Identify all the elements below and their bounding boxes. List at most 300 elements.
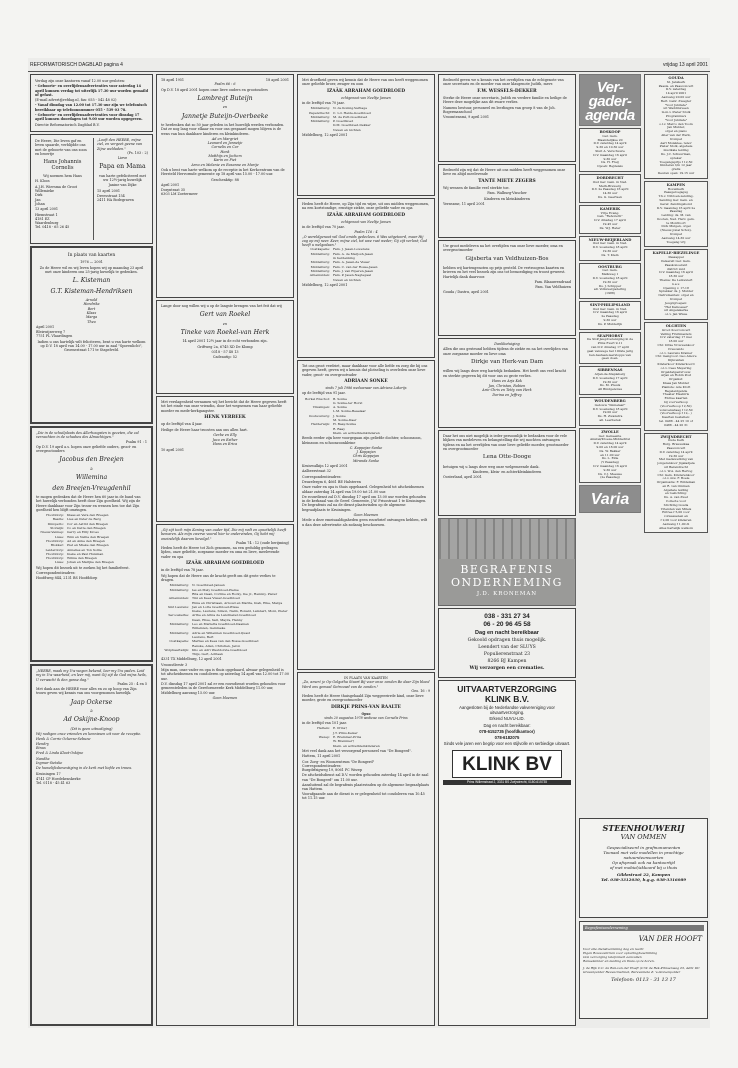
- closing-notice: [30, 74, 153, 132]
- anniversary-lieve: Lieve: [117, 156, 128, 161]
- notice-text: Aansluitend zal de begrafenis plaatsvinden op de algemene begraafplaats van Hattem.: [302, 783, 430, 792]
- agenda-line: Paasis- en Paasconcert: [658, 83, 694, 88]
- family-place: Middelburg:: [310, 106, 330, 111]
- family-place: Hattem:: [317, 726, 330, 731]
- agenda-town: GOUDA: [668, 76, 684, 80]
- notice-head: IN PLAATS VAN KAARTEN: [344, 676, 388, 680]
- connector: en: [222, 105, 228, 110]
- notice-text: Sterke de Heere onze secretaris, Judith en verdere familie en heilige de Heere deze mogelijke aan dit zware verlies.: [443, 96, 567, 105]
- agenda-line: 0488 - 44 20 31: [664, 422, 688, 427]
- notice-psalm: Psalm 91 : 1: [125, 439, 147, 444]
- agenda-entry: [644, 181, 708, 248]
- agenda-line: Sluit A. Verschuure: [595, 148, 625, 153]
- column-4: [438, 74, 576, 1026]
- agenda-line: m.m.v. Pieter Stolk: [661, 110, 691, 115]
- agenda-line: Aanvang f 1,00 di: [662, 521, 690, 526]
- notice-intro: Lange door nog willen wij u op de langste brengen van het feit dat wij: [161, 304, 282, 308]
- family-names: Klein- en achterkleinkinderen: [333, 430, 380, 435]
- agenda-line: o.l.v. Marco den Toom: [659, 121, 693, 126]
- connector: en: [222, 321, 228, 326]
- family-names: Marlies en Kees van den Bosse-Goedbloed: [192, 639, 259, 644]
- page-date: vrijdag 13 april 2001: [662, 62, 708, 68]
- prins-van-raalte-obituary: [297, 672, 435, 1026]
- deceased-spouse: sinds 7 juli 1986 weduwnaar van Adriana Lokerijs: [325, 386, 407, 391]
- notice-text: Voorafgaande aan de dienst is er gelegenheid tot condoleren van 10.45 tot 11.15 uur.: [302, 791, 425, 800]
- family-names: Thijs, Gert, Adriaan: [192, 652, 223, 657]
- family-place: Middelburg:: [169, 583, 189, 588]
- notice-from: Dorina en Jeffrey: [492, 392, 522, 397]
- birth-nickname: Wij noemen hem Hans: [43, 174, 82, 179]
- birth-name: Hans Johannis Cornelis: [43, 159, 82, 172]
- ad-phone: 078-6182075: [494, 735, 520, 741]
- deceased-name: F.W. WESSELS-DEKKER: [477, 88, 537, 94]
- deceased-age: in de leeftijd van 78 jaar.: [161, 568, 204, 573]
- agenda-line: 9.00 en 18.00 uur: [596, 445, 624, 449]
- agenda-line: Aart Moleklee, tenor: [660, 140, 692, 145]
- relative-name: J. Koppejan: [356, 450, 376, 455]
- ad-phone: 078-6152735 (hoofdkantoor): [479, 728, 535, 734]
- notice-from: Fam. Walburg-Visscher: [487, 191, 527, 196]
- notice-text: Mede u deze emeisaaldigaheden geen rouwbrief ontvangen hebben, wilt u dan deze advertentie als zodanig beschouwen.: [302, 518, 428, 527]
- child-name: Matthijs en Jochem: [208, 154, 242, 159]
- family-place: [302, 744, 330, 748]
- relative-name: Chris Koppejan: [352, 454, 380, 459]
- agenda-line: (Y Paasdag): [601, 460, 619, 465]
- agenda-line: en toelichting:: [664, 491, 687, 496]
- agenda-line: Ds. G. Geertsen: [598, 194, 622, 199]
- anniversary-psalm: (Ps. 103 : 2): [127, 150, 148, 155]
- deceased-age: in de leeftijd van 101 jaar.: [302, 721, 347, 726]
- agenda-line: Begeleidgende: [664, 388, 688, 393]
- notice-from: Hans en Arja Kok: [491, 378, 522, 383]
- agenda-line: o.l.v. Laurens Kramer: [659, 350, 693, 355]
- notice-address: 7751 PL Vlaardingen: [36, 334, 73, 339]
- agenda-line: Met medewerking van: [658, 457, 694, 462]
- notice-address: Dorpstraat 35: [161, 188, 186, 193]
- family-place: Oostsouburg:: [308, 413, 330, 418]
- sibling: Nandha: [36, 756, 50, 761]
- notice-text: De huwelijksbevestiging in de kerk met liefde en trouw.: [36, 766, 132, 771]
- notice-text: te herdenken dat zo 50 jaar geleden in het huwelijk werden verbonden. Dat ze nog lang voor elkaar en voor ons gespaard mogen blijven is de wens van hun dankbare kinderen en kleinkinderen.: [161, 123, 285, 136]
- agenda-line: te Montfoort: [666, 220, 686, 225]
- notice-text: De rouwdienst zal D.V. dinsdag 17 april om 13.00 uur worden gehouden in de kerkzaal van de Geref. Gemeente, J.W. Frisostraat 1 te Kruiningen.: [302, 494, 427, 504]
- ampersand: &: [89, 709, 94, 714]
- child-name: Hendrika: [83, 302, 100, 307]
- notice-date: 10 april 2001: [161, 447, 185, 452]
- agenda-line: Aller van der Werk,: [661, 132, 691, 137]
- notice-text: willen wij langs deze weg hartelijk bedanken. Het heeft ons veel kracht en sterkte gegeven bij dit voor ons zo grote verlies.: [443, 369, 567, 378]
- agenda-line: De SGP-Jeugdvereniging in de: [586, 337, 633, 342]
- wedding-announcement: [30, 664, 153, 1026]
- agenda-line: Geref. Zendingsbond: [660, 201, 692, 206]
- family-names: Fam. A. de Marjosh-Jasen: [333, 251, 374, 256]
- agenda-line: 9.30 uur: [603, 467, 617, 472]
- agenda-line: f 2,00 voor kinderen: [660, 518, 692, 523]
- family-names: Tini en Kees Visser-Goedbloed: [192, 596, 240, 601]
- agenda-line: (Voorverkoop f 12,- ): [660, 411, 692, 416]
- agenda-line: Stichting Gouda: [663, 502, 689, 507]
- agenda-entry: [644, 249, 708, 320]
- gift-tip: Cadeautip: 52: [212, 355, 238, 360]
- sender-name: Gerbe en Elly: [213, 432, 237, 437]
- klink-ad: [438, 680, 576, 1026]
- agenda-line: All Bindgenotes: [597, 387, 622, 392]
- notice-date: Yerseame, 11 april 2001: [443, 201, 485, 206]
- deceased-age: in de leeftijd van 70 jaar.: [302, 225, 345, 229]
- deceased-age: op de leeftijd van 91 jaar.: [302, 391, 346, 396]
- agenda-line: Ger. Gem.: [602, 268, 618, 273]
- agenda-line: gaat vanwege het 100ste jarig: [586, 348, 634, 353]
- ad-text: Toonaal met vele modellen in prachtige natuursteensoorten: [603, 850, 684, 860]
- family-place: Wolphaartsdijk:: [164, 647, 189, 652]
- deceased-spouse: sinds 20 augustus 1978 weduwe van Cornelis Prins: [324, 716, 408, 721]
- family-place: Papendrecht:: [309, 110, 330, 115]
- agenda-line: 9.30 en 10.30 uur: [596, 145, 624, 150]
- family-place: Oostkapelle:: [310, 247, 330, 252]
- birth-intro: De Heere, Die leven gaf en leven spaarde, verblijdde ons met de geboorte van ons zoon en broertje: [35, 138, 87, 156]
- ad-availability: Dag en nacht bereikbaar: [475, 630, 539, 636]
- family-names: Ad en Anke den Breejen: [67, 538, 105, 543]
- notice-address: Griftweg 2a, 6745 XD De Klomp: [197, 344, 253, 349]
- agenda-line: Paasgeroejagsg: [664, 190, 688, 195]
- deceased-name: TANTE MIETE ZEGERS: [478, 178, 536, 184]
- family-row: [302, 278, 430, 282]
- agenda-line: Toegang vrij: [666, 239, 686, 244]
- deceased-spouse: echtgenoot van Neeltje Jansen: [341, 96, 391, 100]
- notice-corr-label: Correspondentieadres:: [302, 763, 342, 768]
- notice-line: Verdag zijn onze kantoren vanaf 12.00 uur gesloten:: [35, 79, 126, 83]
- family-names: Leo en Marietta Goedbloed-Daamen: [192, 622, 249, 627]
- notice-address: Hoofdweg 844, 2131 BS Hoofddorp: [36, 576, 98, 581]
- goedbloed-obituary-family: [156, 524, 294, 1026]
- notice-text: Bedroefd geven we u kennis van het overlijden van de echtgenote van onze secretaris en de moeder van onze klasgenote Judith, mevr.: [443, 78, 564, 87]
- agenda-banner: [579, 74, 641, 126]
- agenda-line: Crescendo: [667, 346, 685, 351]
- agenda-line: Ds. M. Preuls: [599, 383, 621, 388]
- family-place: Middelburg:: [310, 119, 330, 124]
- family-names: N. de Koning-Verhage: [333, 106, 368, 111]
- agenda-line: Ds. A. van Zwet: [664, 495, 688, 500]
- agenda-line: trompet: [669, 232, 683, 237]
- agenda-line: uit Waddinxveen: [663, 106, 689, 111]
- family-row: [302, 431, 430, 435]
- agenda-line: 18.30 uur: [668, 274, 684, 279]
- notice-text: 14 april 2001 12½ jaar in de echt verbonden zijn.: [182, 339, 268, 344]
- agenda-line: Ds. H. Freij: [601, 160, 619, 165]
- deceased-name: Gijsberta van Veldhuizen-Bos: [465, 255, 549, 262]
- varia-banner: Varia: [579, 485, 641, 513]
- notice-text: Uw groot medeleven na het overlijden van onze lieve moeder, oma en overgrootmoeder: [443, 244, 563, 253]
- family-row: [161, 652, 289, 656]
- family-names: Johan en Marijke den Breejen: [67, 560, 114, 565]
- deceased-age: in de leeftijd van 70 jaar.: [302, 101, 345, 105]
- family-names: Wim en Nellie den Breejen: [67, 534, 110, 539]
- agenda-line: Chr. Gem. Kinderenkoor: [657, 472, 695, 477]
- agenda-line: Amstel/Kroeze-Middachtsl: [589, 437, 631, 442]
- family-place: Arnemuiden:: [168, 596, 189, 601]
- gift-tip: Geschenktip: 88: [211, 177, 239, 182]
- ad-text: Voor alle dienstverlening dag en nacht: [583, 947, 644, 951]
- ad-text: Eigen Rouwcentrum voor opbaring/beschilklng: [583, 951, 658, 955]
- notice-text: Met droefheid geven wij kennis dat de Heere van ons heeft weggenomen onze geliefde broer, zwager en oom: [302, 78, 428, 87]
- agenda-line: Geb. "Rehoboth": [597, 214, 623, 219]
- notice-psalm: Geo. 16 : 9: [411, 688, 430, 693]
- agenda-line: D.V. zaterdag 14 april: [593, 441, 627, 446]
- family-place: Middelburg:: [310, 264, 330, 269]
- family-names: Fam. C. van der Rosse-Jasen: [333, 264, 378, 269]
- agenda-line: ben-bestaan-leerstopps van: [589, 352, 631, 357]
- agenda-list: [579, 128, 641, 483]
- sender-name: Hans en Erica: [212, 442, 238, 447]
- agenda-line: Ds. W.J. Heter: [599, 225, 621, 230]
- family-place: Middelburg:: [169, 587, 189, 592]
- notice-address: Aalbeerstraat 32: [302, 469, 331, 474]
- steenhouwerij-ad: [579, 818, 708, 918]
- agenda-town: ZWOLLE: [601, 429, 619, 434]
- agenda-line: D.V. woensdag 18 april: [592, 245, 628, 250]
- agenda-line: D.V. zaterdag 17 mei: [660, 335, 692, 340]
- ad-headline: UITVAARTVERZORGING: [457, 684, 557, 695]
- spouse-name: Lambregt Buteijn: [197, 94, 253, 102]
- agenda-line: D.V. maandag 16 april: [593, 463, 627, 468]
- agenda-line: o.l.v. Jan Wisse: [664, 312, 688, 317]
- family-place: Sint Laurens:: [167, 604, 189, 609]
- agenda-line: orgel en piano: [665, 129, 687, 134]
- notice-intro: Op D.V. 18 april 2001 hopen onze lieve ouders en grootouders: [161, 87, 268, 92]
- deceased-name: HENK VERBEEK: [204, 414, 246, 420]
- ad-headline: ONDERNEMING: [451, 576, 563, 589]
- family-place: Borkel Enschot:: [304, 396, 330, 401]
- ad-contact: Leendert van der SLUYS: [478, 645, 536, 651]
- family-list: [302, 106, 430, 132]
- agenda-line: D.V. maandag 16 april: [593, 310, 627, 315]
- birth-announcement: [30, 134, 153, 244]
- family-place: Hoofddorp:: [46, 513, 64, 518]
- relative-name: Miranda Sonke: [352, 458, 380, 463]
- birth-date: 13 april 2001: [35, 207, 59, 212]
- notice-psalm: Psalm 116 : 4: [354, 230, 378, 235]
- family-names: W. Bremmer†: [333, 739, 354, 744]
- agenda-line: (Voorverkoop f 2,50): [660, 403, 692, 408]
- agenda-line: 19.30 uur: [668, 453, 684, 458]
- family-names: Klaas en Vera den Breejen: [67, 513, 109, 518]
- family-names: M. Sonke-Daer: [333, 418, 357, 423]
- agenda-line: jongerenkoor Jigaladjela: [657, 461, 695, 466]
- family-names: E. Bremmer-Prins: [333, 735, 362, 740]
- family-names: Fam. J. van Elperen-Jasen: [333, 268, 374, 273]
- agenda-line: Deuren open: 19.15 uur: [657, 170, 695, 175]
- agenda-line: Jeugdgroepen:: [664, 300, 688, 305]
- groom-name: Jaap Ockerse: [70, 698, 113, 706]
- notice-text: te mogen gedenken dat de Heere hen 60 jaar in de band van het huwelijk verbonden heeft door Zijn goedheid. Wij zijn de Heere dankbaar voor Zijn trouw en wensen hen toe dat Zijn goedheid hen blijft omringen.: [36, 494, 141, 512]
- agenda-line: Groot Koorconcert: [661, 327, 691, 332]
- family-names: Adrie en Willemien Goedbloed-Quast: [192, 630, 250, 635]
- family-place: Baarle:: [52, 517, 64, 522]
- agenda-line: Bert. Gebr. Zwagter: [660, 98, 692, 103]
- family-place: Leiderdorp:: [45, 547, 64, 552]
- agenda-line: T.h.v. Nibroen-zending,: [658, 194, 694, 199]
- agenda-line: Dick Mulgen, orgel: [661, 224, 691, 229]
- ad-text: Gekoold opdragen thuis mogelijk.: [467, 638, 547, 643]
- family-names: Gerry en Ellly Kroes: [67, 530, 99, 535]
- ad-text: Renseleinner en leading en thuis op te horen.: [583, 959, 655, 963]
- family-names: Klein- en achterkleinkinderen: [333, 743, 380, 748]
- agenda-line: "Voor Jubilate": [664, 102, 688, 107]
- notice-from: Arie-Chris en Tetty van Herk: [482, 388, 532, 393]
- deceased-spouse: echtgenoot van Neeltje Jansen: [341, 220, 391, 224]
- agenda-line: en R. van Ommen: [662, 483, 690, 488]
- ad-text: Op afspraak ook na kantoortijd: [611, 860, 676, 865]
- breejen-anniversary: [30, 426, 153, 662]
- agenda-line: uit Barendrecht: [663, 464, 689, 469]
- family-place: Harderwijk:: [311, 422, 330, 427]
- family-place: Lisse:: [54, 560, 64, 565]
- agenda-entry: [579, 263, 641, 299]
- banner-line: gader-: [588, 93, 632, 110]
- agenda-line: Orgeldatgastvrouw:: [660, 369, 692, 374]
- agenda-town: KAMERIK: [599, 206, 621, 211]
- notice-date: Middelburg, 12 april 2001: [302, 133, 348, 138]
- notice-text: Wij nodigen onze vrienden en kennissen uit voor de receptie.: [36, 732, 142, 737]
- family-names: Laurens, Bert: [192, 634, 214, 639]
- ad-company: VAN DER HOOFT: [638, 935, 702, 943]
- agenda-entry: [644, 74, 708, 179]
- spouse-name: L. Kisteman: [72, 277, 111, 285]
- family-place: Hoofddorp:: [46, 556, 64, 561]
- notice-line: Directie Reformatorisch Dagblad B.V.: [35, 122, 100, 127]
- agenda-line: Entree kaarten: [664, 396, 688, 401]
- agenda-line: en 11.00 uur: [600, 452, 620, 457]
- agenda-line: Programma's: [665, 113, 687, 118]
- agenda-line: Entree f 5,00 voor: [662, 510, 690, 515]
- notice-date: Gouda / Dastru, april 2001: [443, 290, 489, 295]
- ad-company: VAN OMMEN: [620, 833, 667, 841]
- agenda-line: "Het Kamoesel": [663, 304, 689, 309]
- notice-date: April 2001: [36, 324, 55, 329]
- agenda-line: D.V. zaterdag: [665, 87, 687, 92]
- agenda-line: bij voorverkoop: [664, 399, 688, 404]
- notice-address: Burgdrfzigweg 19, 8061 PC Wezep: [302, 768, 363, 773]
- cemetery-gate-picture: [439, 519, 575, 559]
- family-place: Wezep:: [318, 735, 330, 740]
- banner-line: Ver-: [596, 79, 624, 96]
- agenda-entry: [579, 236, 641, 261]
- notice-text: Bedroefd zijn wij dat de Heere uit ons midden heeft weggenomen onze lieve en altijd meelevende: [443, 168, 566, 177]
- ad-company: J.D. KRONEMAN: [476, 591, 538, 597]
- family-names: Co en Dette den Breejen: [67, 526, 106, 531]
- ad-text: Sinds vele jaren een begrip voor een stijlvolle en serbiedige uitvaart.: [443, 741, 571, 747]
- birth-sibling: Dirk: [35, 193, 43, 198]
- roekel-anniversary: [156, 300, 294, 394]
- agenda-entry: [644, 433, 708, 534]
- agenda-line: Merk-Brewerg: [598, 183, 622, 188]
- agenda-line: gratis: [671, 167, 681, 172]
- ad-text: Erkend NUVU-LID.: [489, 716, 525, 722]
- family-names: Ineke en Paul Huisman: [67, 551, 104, 556]
- year-from: 18 april 1951: [161, 78, 185, 82]
- herk-van-dam-thanks: [438, 338, 576, 428]
- spouse-name: G.T. Kisteman-Hendriksen: [50, 287, 133, 295]
- ampersand: &: [89, 466, 94, 471]
- agenda-line: Organisatie: F. Wildeman: [656, 480, 696, 485]
- child-name: Arno en Melanie en Roxanne en Marije: [191, 162, 259, 167]
- agenda-line: Bovenkerk: [667, 186, 685, 191]
- notice-from: Fam. Blaauwendraad: [534, 279, 571, 284]
- agenda-line: 2e Paasdag: [601, 314, 619, 319]
- agenda-line: D.V. dinsdag 17 april: [594, 218, 626, 223]
- notice-text: Heden heeft de Heere, op Zijn tijd en wijze, uit ons midden weggenomen, na een kortstondige, ernstige ziekte, onze geliefde vader en opa: [302, 202, 429, 211]
- family-names: Wilma den Breejen: [67, 556, 97, 561]
- notice-address: 4331 TX Middelburg, 12 april 2001: [161, 657, 222, 662]
- notice-text: Onze vader en opa is thuis opgebaard. Gelegenheid tot afscheidnemen aldaar zaterdag 14 april van 19.00 tot 21.00 uur.: [302, 485, 424, 494]
- family-names: Jan en Lotte Goedbloed-Wisse: [192, 604, 239, 609]
- agenda-line: Sending Ger. Gem. en: [659, 197, 693, 202]
- agenda-town: KAPELLE-BIEZELINGE: [652, 251, 700, 256]
- notice-text: Heden heeft de Heere thuisgehaald Zijn weggeerirrde kind, onze lieve moeder, grote en overgrootmoeder: [302, 694, 424, 703]
- deceased-name: ADRIAAN SONKE: [344, 378, 388, 384]
- family-place: Hoofddorp:: [46, 551, 64, 556]
- ad-text: Ook verzorging telefonisch aanvullen: [583, 955, 642, 959]
- agenda-line: Ger. Gem.: [602, 133, 618, 138]
- notice-text: Heden heeft de Heere tot Zich genomen, na een geduldig gedragen lijden, onze geliefde, zorgzame moeder en oma en lieve, meelevende vader en opa: [161, 546, 280, 559]
- spouse-name: Gert van Roekel: [199, 311, 251, 319]
- agenda-line: Collecte voor: [665, 499, 687, 504]
- agenda-line: Algehele leiding: [663, 487, 689, 492]
- family-names: E. Prins†: [333, 726, 347, 731]
- agenda-line: Kinderkoor Kinderkoord: [657, 361, 695, 366]
- agenda-line: Jan Mulder,: [667, 125, 685, 130]
- notice-line: (E-mail advert@refdag.nl, fax: 055 - 542 48 02): [35, 98, 117, 103]
- family-place: [302, 128, 330, 132]
- agenda-line: (Nieuw-Jonal Schol),: [660, 228, 692, 233]
- family-names: Willemien, Gemmeke: [192, 626, 226, 631]
- notice-date: April 2001: [161, 182, 180, 187]
- agenda-line: Ds. P. Mulderijk: [598, 321, 622, 326]
- agenda-line: volwassenen en: [664, 514, 688, 519]
- anniversary-name: Papa en Mama: [99, 163, 146, 171]
- family-names: Arthe en Arina de Landmeter-Goedbloed: [192, 613, 256, 618]
- notice-text: Tot ons groot verdriet, maar dankbaar voor alle liefde en zorg die hij ons gegeven heeft, geven wij u kennis dat plotseling is overleden onze lieve vader, groot- en overgrootvader: [302, 364, 428, 377]
- notice-date: Oosterland, april 2001: [443, 475, 482, 480]
- agenda-line: Kinderen t/m 12 jaar: [660, 163, 692, 168]
- buteijn-anniversary: [156, 74, 294, 298]
- birth-parent: H. Kloos: [35, 179, 50, 184]
- notice-psalm: Psalm 74 : 12 (oude berijming): [235, 540, 289, 545]
- column-2: [156, 74, 294, 1026]
- agenda-line: Thema: De Lenteviert: [659, 278, 693, 283]
- family-names: Fam. J. Jasen-Lowerens: [333, 247, 370, 252]
- anniversary-address: Dreesstraat 154: [97, 194, 125, 199]
- family-names: G. Sonke-ter Horst: [333, 400, 363, 405]
- agenda-line: tel. 0488 - 44 25 10 of: [659, 418, 693, 423]
- ad-headline: BEGRAFENIS: [460, 563, 554, 576]
- sender-name: Jaco en Esther: [212, 438, 238, 443]
- agenda-line: 19.45 uur: [602, 221, 618, 226]
- agenda-line: Kooten, Ned. Herv. gem.: [657, 216, 695, 221]
- agenda-line: Instrumenten: orgel en: [658, 293, 694, 298]
- reception-info: Ook u bent van harte welkom op de receptie in het Kerkcentrum van de Hersteld Hervormde gemeente op 18 april van 15.00 - 17.00 uur.: [161, 167, 285, 177]
- agenda-line: 19.30 uur: [602, 379, 618, 384]
- agenda-line: "Voor Jubilate": [664, 117, 688, 122]
- family-place: Blokker:: [50, 543, 64, 548]
- deceased-name: Lena Otte-Dooge: [482, 454, 532, 461]
- family-row: [302, 744, 430, 748]
- notice-corr-label: Correspondentieadres:: [36, 571, 76, 576]
- family-names: Ies en Mely Goedbloed-Pieme: [192, 587, 239, 592]
- notice-psalm: Psalm 25 : 4 en 5: [117, 681, 147, 686]
- agenda-entry: [579, 205, 641, 234]
- notice-from: Kinderen, klein- en achterkleinkinderen: [472, 469, 542, 474]
